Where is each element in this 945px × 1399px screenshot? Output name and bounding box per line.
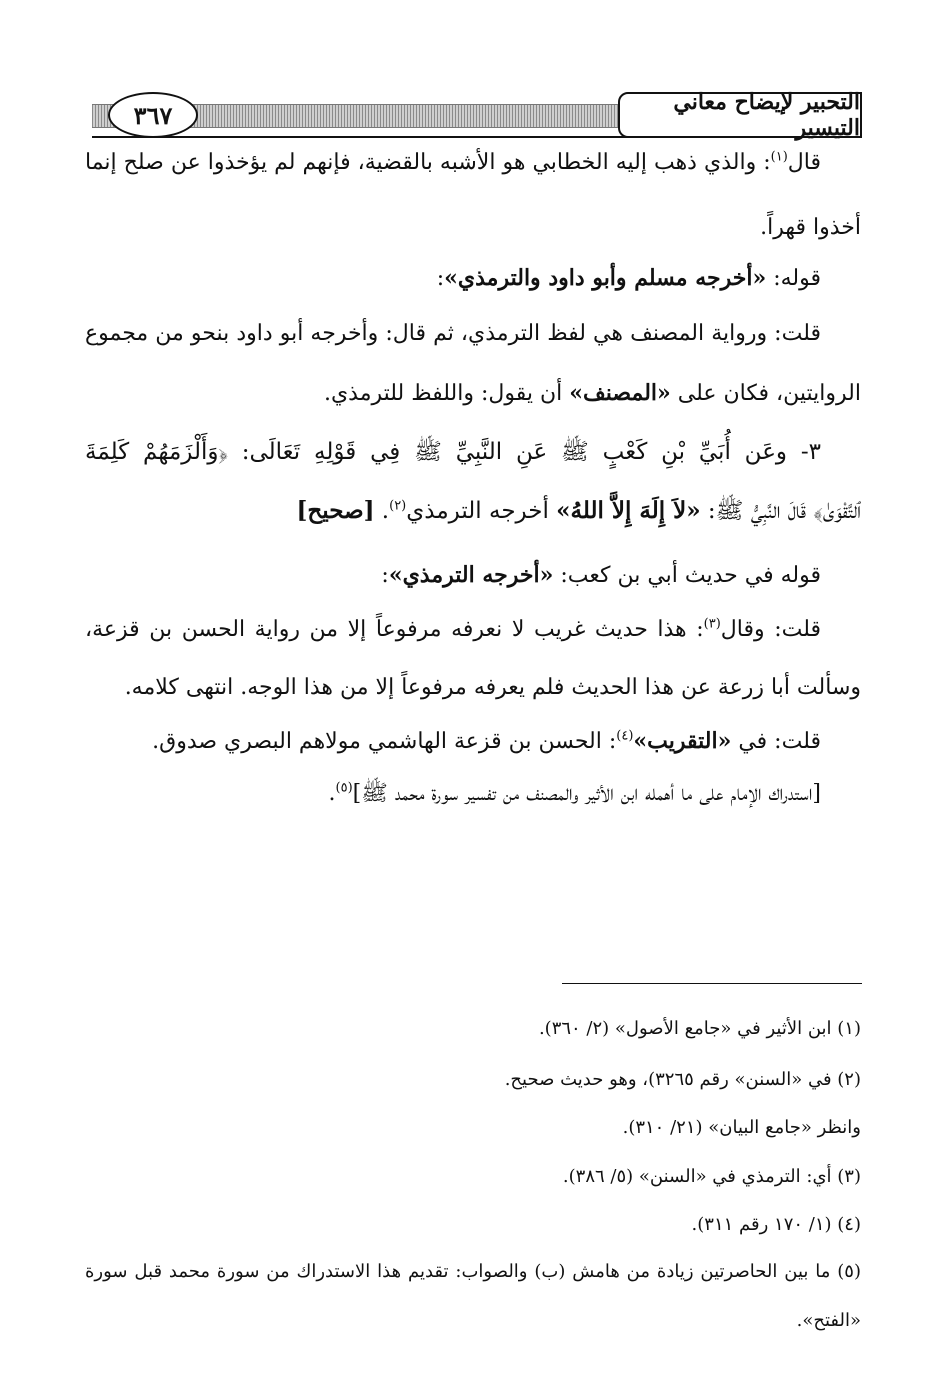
footnote-item: (٢) في «السنن» رقم ٣٢٦٥)، وهو حديث صحيح. — [504, 1069, 861, 1090]
footnote-separator — [562, 983, 862, 984]
hadith-line: ٣- وعَن أُبَيِّ بْنِ كَعْبٍ ﷺ عَنِ النَّبِيِّ ﷺ فِي قَوْلِهِ تَعَالَى: ﴿وَأَلْزَمَهُمْ كَلِمَةَ — [85, 439, 821, 465]
footnote-ref[interactable]: (١) — [770, 149, 788, 165]
footnote-item: (٣) أي: الترمذي في «السنن» (٥/ ٣٨٦). — [562, 1166, 861, 1187]
grading-label: [صحيح] — [296, 497, 375, 524]
footnote-item: (٥) ما بين الحاصرتين زيادة من هامش (ب) والصواب: تقديم هذا الاستدراك من سورة محمد قبل سورة — [85, 1261, 861, 1282]
footnote-ref[interactable]: (٣) — [703, 616, 721, 632]
footnote-ref[interactable]: (٤) — [616, 728, 634, 744]
text-line: وسألت أبا زرعة عن هذا الحديث فلم يعرفه مرفوعاً إلا من هذا الوجه. انتهى كلامه. — [124, 675, 861, 700]
footnote-item: (٤) (١/ ١٧٠ رقم ٣١١). — [691, 1214, 861, 1235]
text-line: قال$^{(١)}$: والذي ذهب إليه الخطابي هو الأشبه بالقضية، فإنهم لم يؤخذوا عن صلح إنما — [85, 149, 821, 175]
header-rule — [92, 136, 862, 138]
text-line: قلت: وقال$^{(٣)}$: هذا حديث غريب لا نعرفه مرفوعاً إلا من رواية الحسن بن قزعة، — [85, 616, 822, 642]
text-line: قوله في حديث أبي بن كعب: «أخرجه الترمذي»: — [381, 562, 821, 588]
footnote-item: «الفتح». — [796, 1310, 861, 1331]
book-title: التحبير لإيضاح معاني التيسير — [618, 92, 862, 138]
footnote-ref[interactable]: (٥) — [335, 780, 353, 796]
text-line: قلت: في «التقريب»$^{(٤)}$: الحسن بن قزعة الهاشمي مولاهم البصري صدوق. — [152, 728, 821, 754]
text-line: [استدراك الإمام على ما أهمله ابن الأثير والمصنف من تفسير سورة محمد ﷺ]$^{(٥)}$. — [328, 780, 821, 806]
footnote-item: وانظر «جامع البيان» (٢١/ ٣١٠). — [622, 1117, 861, 1138]
footnote-ref[interactable]: (٢) — [389, 498, 407, 514]
footnote-item: (١) ابن الأثير في «جامع الأصول» (٢/ ٣٦٠). — [538, 1018, 861, 1039]
hadith-line: ٱلتَّقْوَىٰ﴾ قَالَ النَّبِيُّ ﷺ: «لاَ إِلَهَ إِلاَّ اللهُ» أخرجه الترمذي$^{(٢)}$. [صحيح] — [296, 497, 861, 524]
text-line: قوله: «أخرجه مسلم وأبو داود والترمذي»: — [436, 265, 821, 291]
page-number: ٣٦٧ — [108, 92, 198, 138]
text-line: الروايتين، فكان على «المصنف» أن يقول: واللفظ للترمذي. — [323, 380, 861, 406]
page-header — [92, 89, 862, 141]
text-line: قلت: ورواية المصنف هي لفظ الترمذي، ثم قال: وأخرجه أبو داود بنحو من مجموع — [85, 321, 821, 346]
text-line: أخذوا قهراً. — [760, 215, 861, 240]
